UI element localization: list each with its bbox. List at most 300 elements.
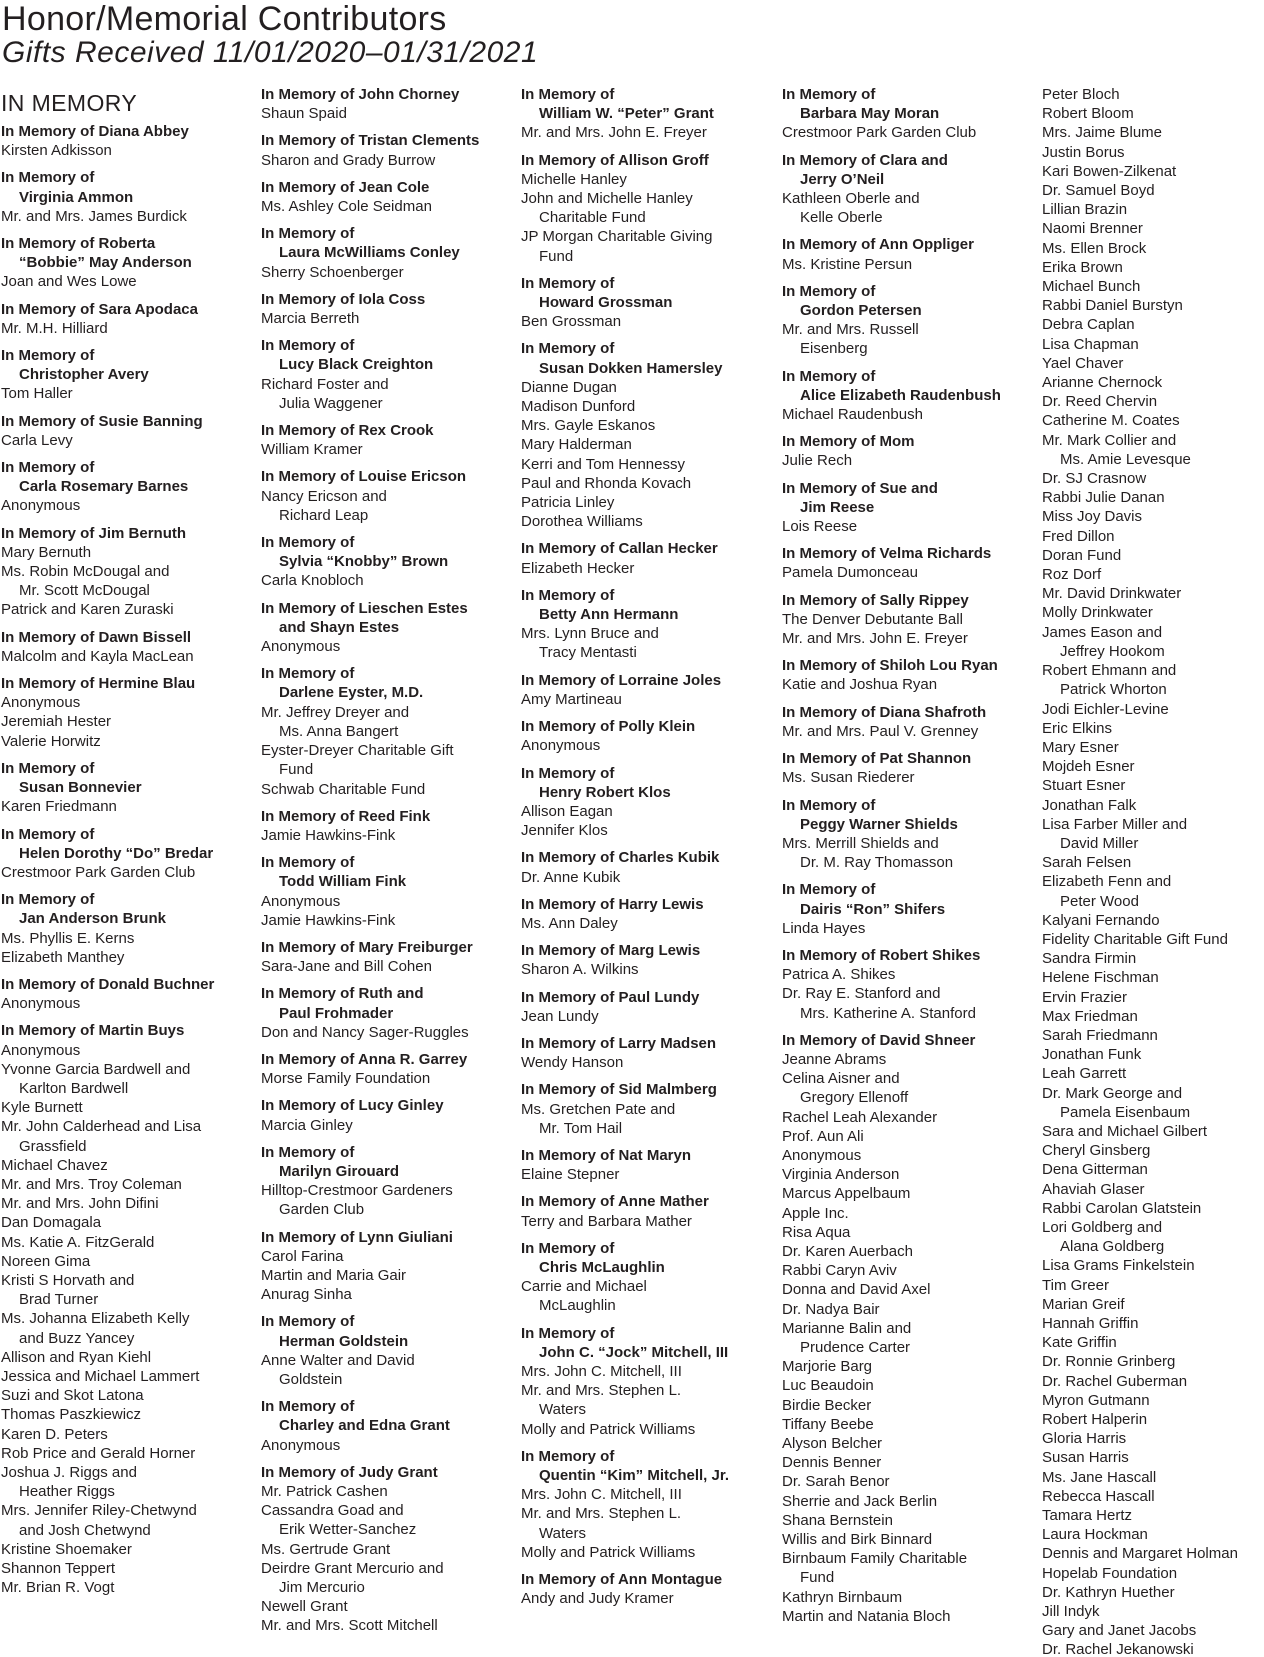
contributor-name-continued: Charitable Fund (539, 209, 646, 227)
memorial-heading-continued: Gordon Petersen (800, 302, 922, 320)
contributor-name: Dr. Rachel Jekanowski (1042, 1641, 1194, 1657)
contributor-name: Eyster-Dreyer Charitable Gift (261, 742, 454, 760)
contributor-name: Crestmoor Park Garden Club (782, 124, 977, 142)
contributor-name: Cassandra Goad and (261, 1502, 404, 1520)
contributor-name: Dennis Benner (782, 1454, 882, 1472)
column-1 (1, 85, 259, 1657)
memorial-heading-continued: Darlene Eyster, M.D. (279, 684, 424, 702)
contributor-name: Molly and Patrick Williams (521, 1420, 696, 1438)
memorial-heading: In Memory of (261, 337, 355, 355)
contributor-name: Ms. Ashley Cole Seidman (261, 198, 432, 216)
contributor-name: Lois Reese (782, 518, 858, 536)
contributor-name: Jessica and Michael Lammert (1, 1367, 200, 1385)
contributor-name: Mr. and Mrs. Troy Coleman (1, 1175, 182, 1193)
contributor-name: Fidelity Charitable Gift Fund (1042, 930, 1228, 948)
memorial-heading-continued: Quentin “Kim” Mitchell, Jr. (539, 1467, 730, 1484)
memorial-heading: In Memory of Shiloh Lou Ryan (782, 657, 998, 675)
contributor-name: Lillian Brazin (1042, 201, 1128, 219)
contributor-name: Lisa Chapman (1042, 335, 1139, 353)
contributor-name: The Denver Debutante Ball (782, 610, 963, 628)
contributor-name: William Kramer (261, 441, 363, 459)
contributor-name: Michael Chavez (1, 1156, 108, 1174)
memorial-heading: In Memory of (521, 586, 615, 604)
contributor-name: Ms. Johanna Elizabeth Kelly (1, 1310, 190, 1328)
contributor-name: James Eason and (1042, 623, 1163, 641)
contributor-name: Mr. John Calderhead and Lisa (1, 1118, 202, 1136)
memorial-heading: In Memory of Harry Lewis (521, 895, 704, 913)
contributor-name: John and Michelle Hanley (521, 190, 693, 208)
contributor-name: Anonymous (261, 1436, 341, 1454)
contributor-name: Erika Brown (1042, 258, 1123, 276)
section-heading: IN MEMORY (1, 90, 138, 116)
contributor-name: Naomi Brenner (1042, 220, 1143, 238)
contributor-name: Ms. Gretchen Pate and (521, 1100, 676, 1118)
contributor-name: Sherrie and Jack Berlin (782, 1492, 938, 1510)
contributor-name: Dr. Rachel Guberman (1042, 1372, 1188, 1390)
contributor-name-continued: Grassfield (19, 1137, 87, 1155)
contributor-name: Mrs. Gayle Eskanos (521, 417, 656, 435)
memorial-heading: In Memory of Diana Shafroth (782, 703, 987, 721)
contributor-name-continued: Garden Club (279, 1201, 365, 1219)
memorial-heading-continued: John C. “Jock” Mitchell, III (539, 1343, 729, 1361)
contributor-name: Yael Chaver (1042, 354, 1124, 372)
memorial-heading: In Memory of David Shneer (782, 1031, 976, 1049)
contributor-name: Willis and Birk Binnard (782, 1531, 933, 1549)
memorial-heading-continued: Laura McWilliams Conley (279, 244, 460, 262)
contributor-name-continued: Jim Mercurio (279, 1579, 365, 1597)
memorial-heading-continued: Susan Bonnevier (19, 779, 142, 797)
contributor-name: Mrs. Jaime Blume (1042, 124, 1163, 142)
contributor-name: Dr. Nadya Bair (782, 1300, 880, 1318)
contributor-name: Laura Hockman (1042, 1526, 1148, 1544)
contributor-name: Kirsten Adkisson (1, 142, 112, 160)
contributor-name: Helene Fischman (1042, 969, 1159, 987)
contributor-name: Sara-Jane and Bill Cohen (261, 958, 432, 976)
memorial-heading-continued: Marilyn Girouard (279, 1162, 400, 1180)
contributor-name: Mr. M.H. Hilliard (1, 319, 108, 337)
contributor-name: Birnbaum Family Charitable (782, 1550, 968, 1568)
contributor-name: Dr. Ray E. Stanford and (782, 985, 941, 1003)
memorial-heading-continued: Alice Elizabeth Raudenbush (800, 386, 1001, 404)
memorial-heading-continued: Barbara May Moran (800, 105, 940, 123)
memorial-heading-continued: Helen Dorothy “Do” Bredar (19, 844, 214, 862)
memorial-heading-continued: Betty Ann Hermann (539, 606, 679, 624)
memorial-heading: In Memory of (782, 367, 876, 385)
contributor-name-continued: Pamela Eisenbaum (1060, 1103, 1191, 1121)
contributor-name: Rebecca Hascall (1042, 1487, 1155, 1505)
contributor-name: Roz Dorf (1042, 566, 1102, 584)
contributor-name-continued: Fund (539, 247, 574, 265)
contributor-name: Marcus Appelbaum (782, 1185, 911, 1203)
memorial-heading-continued: Jan Anderson Brunk (19, 910, 166, 928)
contributor-name: Anonymous (261, 892, 341, 910)
memorial-heading: In Memory of (261, 1398, 355, 1416)
contributor-name: Dr. Reed Chervin (1042, 393, 1158, 411)
memorial-heading-continued: Howard Grossman (539, 294, 673, 312)
contributor-name-continued: Jeffrey Hookom (1060, 642, 1165, 660)
contributor-name: Apple Inc. (782, 1204, 849, 1222)
contributor-name: Marian Greif (1042, 1295, 1125, 1313)
contributor-name: Martin and Natania Bloch (782, 1607, 951, 1625)
memorial-heading-continued: Virginia Ammon (19, 188, 134, 206)
memorial-heading-continued: Jim Reese (800, 498, 875, 516)
contributor-name-continued: Mrs. Katherine A. Stanford (800, 1004, 976, 1022)
contributor-name: Dorothea Williams (521, 513, 643, 531)
column-2 (261, 85, 519, 1657)
contributor-name: Sandra Firmin (1042, 950, 1137, 968)
contributor-name: Cheryl Ginsberg (1042, 1142, 1151, 1160)
memorial-heading: In Memory of (521, 86, 615, 103)
contributor-name: Rabbi Caryn Aviv (782, 1262, 897, 1280)
memorial-heading: In Memory of Paul Lundy (521, 988, 700, 1006)
contributor-name: Ms. Gertrude Grant (261, 1540, 391, 1558)
memorial-heading: In Memory of Sid Malmberg (521, 1081, 717, 1099)
memorial-heading: In Memory of Lucy Ginley (261, 1097, 444, 1115)
memorial-heading: In Memory of (261, 534, 355, 552)
memorial-heading: In Memory of Allison Groff (521, 151, 709, 169)
contributor-name: Sharon and Grady Burrow (261, 151, 436, 169)
contributor-name: Carrie and Michael (521, 1278, 647, 1296)
memorial-heading: In Memory of Charles Kubik (521, 849, 720, 867)
contributor-name: Anonymous (521, 737, 601, 755)
contributor-name: Elizabeth Hecker (521, 559, 635, 577)
contributor-name-continued: and Buzz Yancey (19, 1329, 135, 1347)
contributor-name: Sherry Schoenberger (261, 263, 404, 281)
contributor-name-continued: Mr. Scott McDougal (19, 582, 150, 600)
memorial-heading-continued: “Bobbie” May Anderson (19, 254, 192, 272)
contributor-name: Arianne Chernock (1042, 374, 1163, 392)
contributor-name: Dan Domagala (1, 1214, 102, 1232)
memorial-heading: In Memory of (521, 764, 615, 782)
contributor-name-continued: Eisenberg (800, 340, 868, 358)
contributor-name: Myron Gutmann (1042, 1391, 1150, 1409)
memorial-heading-continued: Jerry O’Neil (800, 170, 885, 188)
contributor-name: Birdie Becker (782, 1396, 872, 1414)
contributor-name: Doran Fund (1042, 546, 1122, 564)
contributor-name: Joshua J. Riggs and (1, 1464, 137, 1481)
contributor-name-continued: Waters (539, 1524, 586, 1542)
memorial-heading: In Memory of Robert Shikes (782, 946, 981, 964)
contributor-name-continued: Patrick Whorton (1060, 681, 1167, 699)
contributor-name: Jeremiah Hester (1, 713, 112, 731)
contributor-name: Sharon A. Wilkins (521, 961, 639, 979)
contributor-name: Carla Knobloch (261, 572, 364, 590)
contributor-name-continued: David Miller (1060, 834, 1139, 852)
memorial-heading: In Memory of (521, 340, 615, 358)
memorial-heading: In Memory of (521, 1324, 615, 1342)
contributor-name: Elaine Stepner (521, 1166, 620, 1184)
memorial-heading: In Memory of Sue and (782, 479, 938, 497)
contributor-name: Pamela Dumonceau (782, 564, 918, 582)
contributor-name: Don and Nancy Sager-Ruggles (261, 1023, 469, 1041)
contributor-name: Joan and Wes Lowe (1, 273, 137, 291)
contributor-name: Jamie Hawkins-Fink (261, 826, 396, 844)
contributor-name: Peter Bloch (1042, 86, 1120, 103)
contributor-name: Molly Drinkwater (1042, 604, 1153, 622)
contributor-name: Gloria Harris (1042, 1430, 1127, 1448)
contributor-name: Nancy Ericson and (261, 487, 387, 505)
memorial-heading: In Memory of Louise Ericson (261, 468, 467, 486)
contributor-name: Mojdeh Esner (1042, 758, 1135, 776)
contributor-name-continued: Alana Goldberg (1060, 1238, 1165, 1256)
contributor-name: Catherine M. Coates (1042, 412, 1180, 430)
contributor-name: Dena Gitterman (1042, 1161, 1148, 1179)
memorial-heading-continued: Carla Rosemary Barnes (19, 478, 189, 496)
contributor-name: Marianne Balin and (782, 1319, 912, 1337)
contributor-name: Mary Bernuth (1, 543, 92, 561)
contributor-name: Paul and Rhonda Kovach (521, 474, 692, 492)
contributor-name-continued: Mr. Tom Hail (539, 1119, 623, 1137)
contributor-name: Anonymous (1, 694, 81, 712)
memorial-heading: In Memory of Ruth and (261, 985, 424, 1003)
contributor-name: Allison Eagan (521, 802, 613, 820)
contributor-name: Tiffany Beebe (782, 1415, 874, 1433)
contributor-name: Andy and Judy Kramer (521, 1590, 674, 1608)
contributor-name: Mrs. John C. Mitchell, III (521, 1362, 682, 1380)
contributor-name: Tamara Hertz (1042, 1507, 1133, 1525)
memorial-heading: In Memory of Anna R. Garrey (261, 1050, 468, 1068)
contributor-name-continued: Richard Leap (279, 506, 369, 524)
memorial-heading: In Memory of Velma Richards (782, 545, 992, 563)
memorial-heading: In Memory of (1, 347, 95, 365)
contributor-name: Dr. Anne Kubik (521, 868, 621, 886)
contributor-name: Dr. Karen Auerbach (782, 1242, 913, 1260)
contributor-name: Karen D. Peters (1, 1425, 108, 1443)
contributor-name: Mr. Patrick Cashen (261, 1483, 388, 1500)
contributor-name: Ben Grossman (521, 313, 622, 331)
contributor-name: Anurag Sinha (261, 1286, 352, 1304)
contributor-name-continued: Fund (800, 1569, 835, 1587)
memorial-heading: In Memory of (261, 665, 355, 683)
contributor-name: Patrica A. Shikes (782, 966, 896, 984)
contributor-name-continued: Julia Waggener (279, 394, 383, 412)
contributor-name: Yvonne Garcia Bardwell and (1, 1060, 191, 1078)
contributor-name: Ms. Phyllis E. Kerns (1, 929, 135, 947)
memorial-heading: In Memory of Sara Apodaca (1, 300, 198, 318)
memorial-heading-continued: Sylvia “Knobby” Brown (279, 553, 449, 571)
contributor-name: Virginia Anderson (782, 1166, 900, 1184)
contributor-name: Rabbi Daniel Burstyn (1042, 297, 1183, 315)
contributor-name: Elizabeth Fenn and (1042, 873, 1172, 891)
contributor-name: Mrs. John C. Mitchell, III (521, 1486, 682, 1504)
contributor-name: Rob Price and Gerald Horner (1, 1444, 196, 1462)
contributor-name: Madison Dunford (521, 398, 636, 416)
memorial-heading: In Memory of Tristan Clements (261, 132, 480, 150)
contributor-name: Rabbi Julie Danan (1042, 489, 1165, 507)
contributor-name: Elizabeth Manthey (1, 948, 125, 966)
contributor-name: Terry and Barbara Mather (521, 1212, 692, 1230)
contributor-name: Thomas Paszkiewicz (1, 1406, 142, 1424)
contributor-name: Robert Bloom (1042, 105, 1134, 123)
contributor-name: Michelle Hanley (521, 170, 627, 188)
page-subtitle: Gifts Received 11/01/2020–01/31/2021 (2, 36, 539, 69)
memorial-heading: In Memory of Hermine Blau (1, 675, 196, 693)
contributor-name: Michael Raudenbush (782, 406, 923, 424)
contributor-name: Jamie Hawkins-Fink (261, 911, 396, 929)
contributor-name: Ahaviah Glaser (1042, 1180, 1145, 1198)
contributor-name: Ms. Kristine Persun (782, 255, 913, 273)
contributor-name: Dr. Samuel Boyd (1042, 182, 1155, 200)
contributor-name: Mrs. Merrill Shields and (782, 834, 939, 852)
memorial-heading: In Memory of Iola Coss (261, 290, 426, 308)
contributor-name-continued: Ms. Amie Levesque (1060, 450, 1191, 468)
contributor-name: Donna and David Axel (782, 1281, 931, 1299)
contributor-name: Celina Aisner and (782, 1070, 900, 1088)
contributor-name: Debra Caplan (1042, 316, 1135, 334)
contributor-name-continued: Peter Wood (1060, 892, 1139, 910)
memorial-heading-continued: Paul Frohmader (279, 1004, 394, 1022)
contributor-name: Mr. Brian R. Vogt (1, 1579, 115, 1597)
contributor-name: JP Morgan Charitable Giving (521, 228, 713, 246)
contributor-name: Jodi Eichler-Levine (1042, 700, 1169, 718)
memorial-heading: In Memory of (261, 225, 355, 243)
contributor-name: Sarah Felsen (1042, 854, 1132, 872)
memorial-heading: In Memory of Ann Montague (521, 1571, 723, 1589)
contributor-name-continued: Ms. Anna Bangert (279, 722, 399, 740)
memorial-heading: In Memory of Lieschen Estes (261, 599, 468, 617)
contributor-name: Tim Greer (1042, 1276, 1109, 1294)
contributor-name: Ms. Jane Hascall (1042, 1468, 1157, 1486)
contributor-name: Mr. Mark Collier and (1042, 431, 1177, 449)
contributor-name: Lisa Farber Miller and (1042, 815, 1188, 833)
contributor-name: Stuart Esner (1042, 777, 1126, 795)
contributor-name: Martin and Maria Gair (261, 1266, 407, 1284)
contributor-name: Malcolm and Kayla MacLean (1, 647, 194, 665)
memorial-heading: In Memory of Mary Freiburger (261, 938, 473, 956)
memorial-heading: In Memory of Martin Buys (1, 1022, 185, 1040)
memorial-heading: In Memory of Lorraine Joles (521, 671, 722, 689)
contributor-name: Mr. and Mrs. John Difini (1, 1195, 159, 1213)
contributor-name: Risa Aqua (782, 1223, 851, 1241)
contributor-name: Ms. Ann Daley (521, 914, 618, 932)
memorial-heading: In Memory of (261, 1143, 355, 1161)
memorial-heading: In Memory of (1, 891, 95, 909)
contributor-name: Dr. Sarah Benor (782, 1473, 890, 1491)
memorial-heading: In Memory of Sally Rippey (782, 591, 969, 609)
contributor-name: Hopelab Foundation (1042, 1564, 1178, 1582)
contributor-name: Morse Family Foundation (261, 1070, 431, 1088)
contributor-name: Kyle Burnett (1, 1099, 83, 1117)
memorial-heading: In Memory of (782, 86, 876, 103)
memorial-heading: In Memory of Ann Oppliger (782, 236, 974, 254)
contributor-name: Anne Walter and David (261, 1351, 415, 1369)
contributor-name: Dr. Kathryn Huether (1042, 1583, 1175, 1601)
contributor-name: Kari Bowen-Zilkenat (1042, 162, 1177, 180)
memorial-heading: In Memory of John Chorney (261, 86, 460, 103)
contributor-name: Ms. Robin McDougal and (1, 563, 170, 581)
memorial-heading-continued: and Shayn Estes (279, 618, 400, 636)
memorial-heading: In Memory of (1, 759, 95, 777)
contributor-name: Marcia Ginley (261, 1116, 353, 1134)
contributor-name: Leah Garrett (1042, 1065, 1127, 1083)
memorial-heading: In Memory of (261, 1313, 355, 1331)
contributor-name: Anonymous (1, 995, 81, 1013)
contributor-name: Katie and Joshua Ryan (782, 676, 938, 694)
contributor-name: Shana Bernstein (782, 1511, 893, 1529)
memorial-heading: In Memory of Polly Klein (521, 718, 696, 736)
contributor-name: Carol Farina (261, 1247, 344, 1265)
contributor-name-continued: Kelle Oberle (800, 209, 883, 227)
contributor-name: Lisa Grams Finkelstein (1042, 1257, 1195, 1275)
contributor-name: Jill Indyk (1042, 1603, 1100, 1621)
contributor-name-continued: Heather Riggs (19, 1483, 115, 1501)
contributor-name: Deirdre Grant Mercurio and (261, 1559, 444, 1577)
memorial-heading: In Memory of (782, 282, 876, 300)
contributor-name: Wendy Hanson (521, 1054, 624, 1072)
contributor-name: Julie Rech (782, 452, 853, 470)
contributor-name: Hannah Griffin (1042, 1315, 1139, 1332)
contributor-name: Robert Ehmann and (1042, 662, 1177, 680)
contributor-name: Jonathan Falk (1042, 796, 1137, 814)
contributor-name: Michael Bunch (1042, 278, 1141, 296)
contributor-name: Mr. and Mrs. Scott Mitchell (261, 1617, 438, 1635)
memorial-heading-continued: Todd William Fink (279, 873, 407, 891)
contributor-name: Amy Martineau (521, 690, 622, 708)
contributor-name: Patrick and Karen Zuraski (1, 601, 174, 619)
contributor-name: Dianne Dugan (521, 378, 617, 396)
contributor-name: Mr. and Mrs. Stephen L. (521, 1505, 682, 1523)
contributor-name: Ervin Frazier (1042, 988, 1128, 1006)
contributor-name-continued: Dr. M. Ray Thomasson (800, 854, 954, 872)
contributor-name: Dr. Mark George and (1042, 1084, 1183, 1102)
contributor-name: Valerie Horwitz (1, 732, 101, 750)
contributor-name: Anonymous (1, 1041, 81, 1059)
contributor-name: Jennifer Klos (521, 822, 608, 840)
contributor-name: Ms. Susan Riederer (782, 769, 915, 787)
contributor-name: Mr. and Mrs. John E. Freyer (782, 630, 968, 648)
contributor-name: Kerri and Tom Hennessy (521, 455, 685, 473)
contributor-name: Ms. Ellen Brock (1042, 239, 1147, 257)
memorial-heading-continued: Susan Dokken Hamersley (539, 359, 723, 377)
contributor-name-continued: McLaughlin (539, 1297, 616, 1315)
contributor-name: Robert Halperin (1042, 1411, 1148, 1429)
memorial-heading: In Memory of (521, 1239, 615, 1257)
contributor-name: Mr. Jeffrey Dreyer and (261, 703, 410, 721)
contributor-name: Richard Foster and (261, 375, 389, 393)
memorial-heading-continued: Christopher Avery (19, 366, 149, 384)
contributor-name: Rachel Leah Alexander (782, 1108, 938, 1126)
memorial-heading: In Memory of Dawn Bissell (1, 628, 192, 646)
contributor-name: Kristi S Horvath and (1, 1271, 135, 1289)
memorial-heading: In Memory of Reed Fink (261, 807, 431, 825)
contributor-name: Gary and Janet Jacobs (1042, 1622, 1197, 1640)
contributor-name: Newell Grant (261, 1598, 348, 1616)
memorial-heading-continued: William W. “Peter” Grant (539, 105, 714, 123)
contributor-name: Karen Friedmann (1, 798, 117, 816)
memorial-heading: In Memory of Mom (782, 433, 915, 451)
memorial-heading-continued: Chris McLaughlin (539, 1258, 665, 1276)
contributor-name: Shaun Spaid (261, 105, 347, 123)
contributor-name: Sara and Michael Gilbert (1042, 1122, 1208, 1140)
column-5 (1042, 85, 1264, 1657)
contributor-name: Suzi and Skot Latona (1, 1387, 144, 1405)
contributor-name-continued: Goldstein (279, 1370, 343, 1388)
memorial-heading: In Memory of Anne Mather (521, 1193, 709, 1211)
contributor-name: Molly and Patrick Williams (521, 1543, 696, 1561)
memorial-heading: In Memory of (782, 881, 876, 899)
contributor-name: Marcia Berreth (261, 310, 360, 328)
memorial-heading: In Memory of Callan Hecker (521, 540, 718, 558)
memorial-heading: In Memory of Pat Shannon (782, 750, 972, 768)
memorial-heading: In Memory of Nat Maryn (521, 1146, 692, 1164)
contributor-name-continued: Tracy Mentasti (539, 644, 637, 662)
column-4 (782, 85, 1040, 1657)
contributor-name: Ms. Katie A. FitzGerald (1, 1233, 155, 1251)
memorial-heading-continued: Dairis “Ron” Shifers (800, 900, 946, 918)
contributor-name: Patricia Linley (521, 494, 615, 512)
contributor-name: Jeanne Abrams (782, 1050, 887, 1068)
contributor-name: Crestmoor Park Garden Club (1, 863, 196, 881)
